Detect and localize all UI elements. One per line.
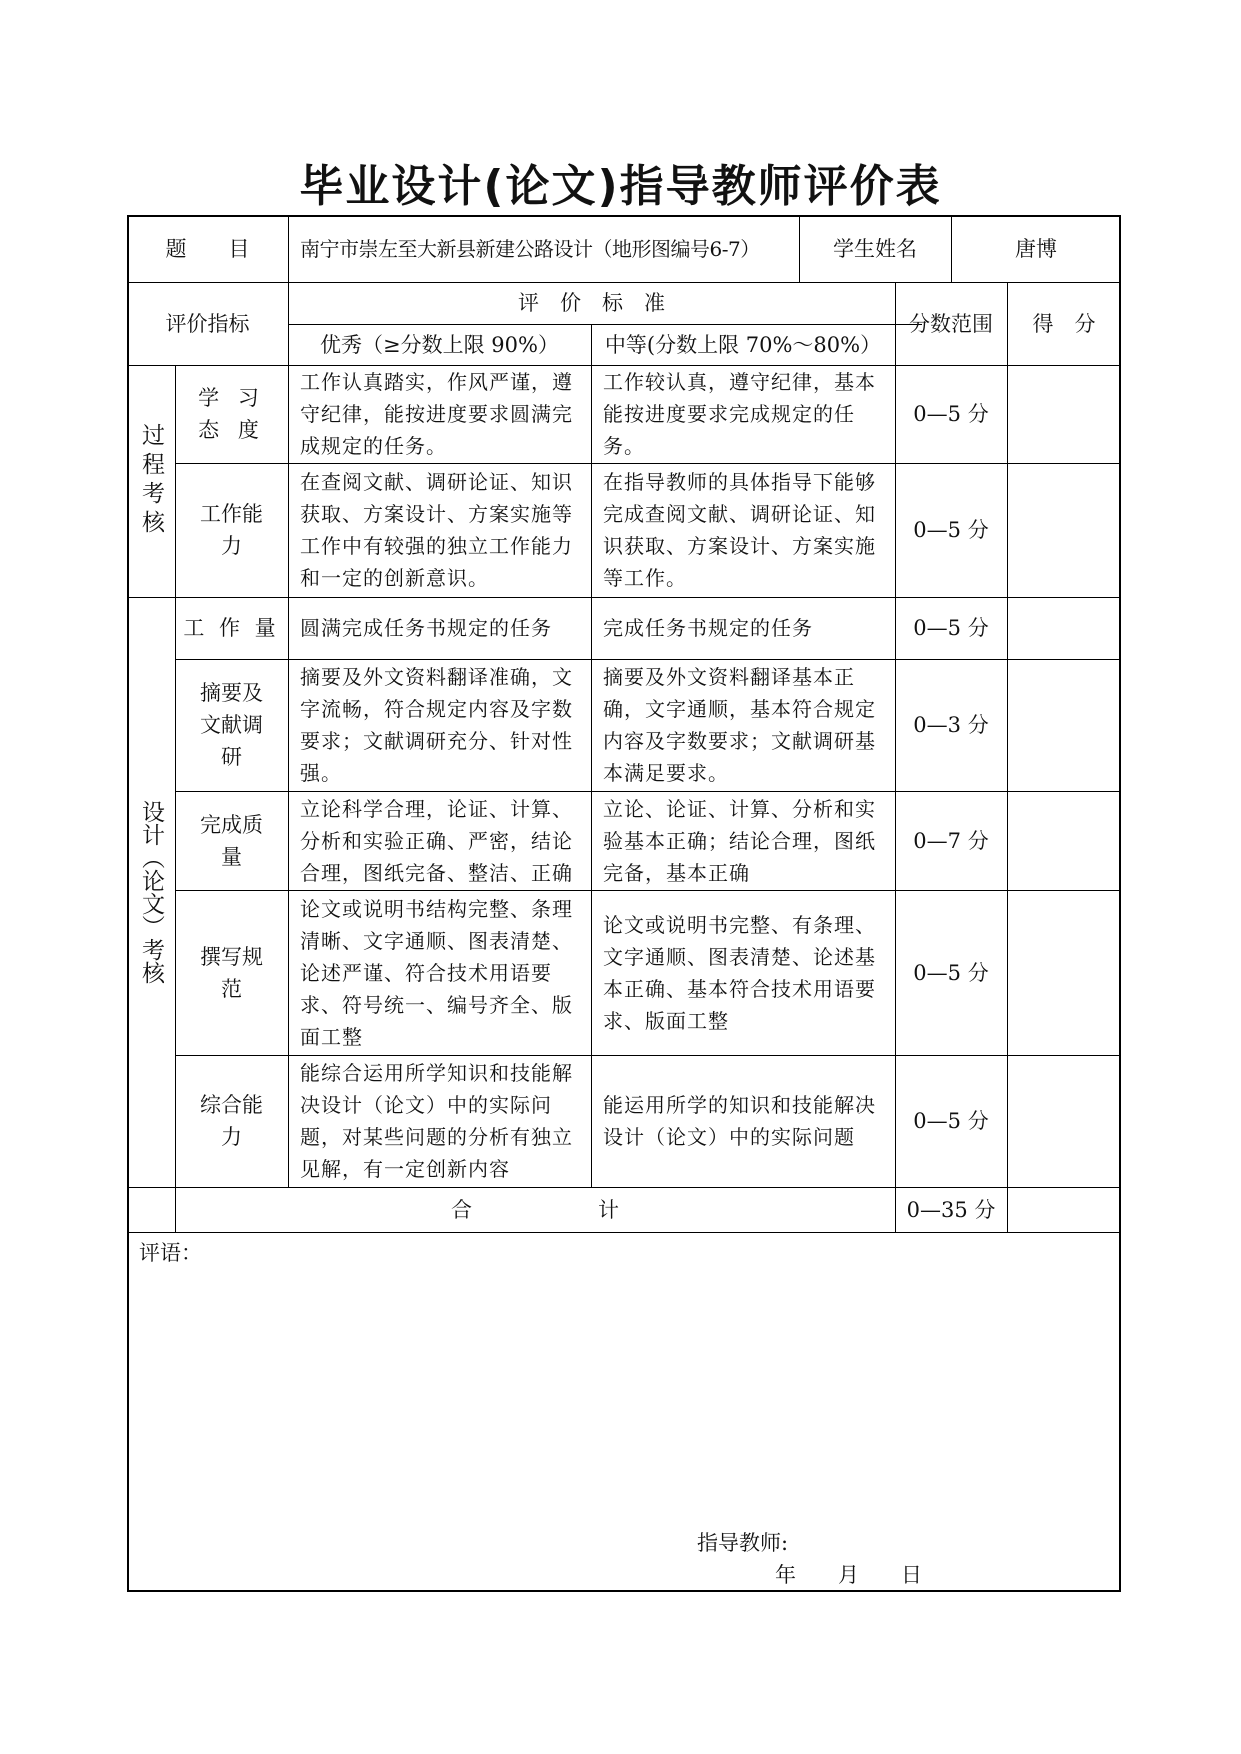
medium-criteria: 论文或说明书完整、有条理、文字通顺、图表清楚、论述基本正确、基本符合技术用语要求、版面工整: [603, 912, 876, 1033]
item-label: 综合能力: [200, 1093, 263, 1149]
excellent-criteria: 在查阅文献、调研论证、知识获取、方案设计、方案实施等工作中有较强的独立工作能力和一定的创新意识。: [300, 470, 573, 590]
group-label-design: 设计（论文）考核: [138, 800, 164, 984]
score-input[interactable]: [1007, 1055, 1121, 1187]
score-range: 0—5 分: [913, 518, 989, 542]
item-label: 撰写规范: [200, 944, 263, 1001]
page-title: 毕业设计(论文)指导教师评价表: [299, 161, 942, 212]
medium-criteria: 工作较认真，遵守纪律，基本能按进度要求完成规定的任务。: [603, 370, 876, 458]
item-label: 工 作 量: [183, 616, 280, 640]
item-label: 完成质量: [200, 812, 263, 869]
item-label: 摘要及文献调研: [200, 681, 263, 769]
score-range: 0—5 分: [913, 1109, 989, 1133]
score-input[interactable]: [1007, 463, 1121, 597]
score-range: 0—3 分: [913, 713, 989, 737]
medium-criteria: 摘要及外文资料翻译基本正确，文字通顺，基本符合规定内容及字数要求；文献调研基本满足要求。: [603, 665, 876, 785]
item-label: 学 习 态 度: [198, 386, 265, 442]
score-range: 0—5 分: [913, 402, 989, 426]
comments-label: 评语：: [139, 1241, 202, 1265]
score-range: 0—5 分: [913, 960, 989, 985]
excellent-criteria: 圆满完成任务书规定的任务: [300, 616, 552, 640]
evaluation-table: [127, 215, 1121, 1592]
student-name-label: 学生姓名: [833, 236, 917, 261]
item-label: 工作能力: [200, 502, 263, 558]
excellent-criteria: 工作认真踏实，作风严谨，遵守纪律，能按进度要求圆满完成规定的任务。: [300, 370, 573, 458]
medium-criteria: 在指导教师的具体指导下能够完成查阅文献、调研论证、知识获取、方案设计、方案实施等工作。: [603, 470, 876, 590]
score-input[interactable]: [1007, 365, 1121, 463]
excellent-criteria: 能综合运用所学知识和技能解决设计（论文）中的实际问题，对某些问题的分析有独立见解，有一定创新内容: [300, 1061, 573, 1181]
standard-header: 评 价 标 准: [518, 291, 665, 315]
date-label: 年 月 日: [775, 1563, 922, 1587]
score-input[interactable]: [1007, 659, 1121, 791]
comments-field[interactable]: [131, 1275, 1117, 1525]
medium-criteria: 完成任务书规定的任务: [603, 616, 813, 640]
score-header: 得 分: [1032, 311, 1096, 336]
medium-criteria: 立论、论证、计算、分析和实验基本正确；结论合理，图纸完备，基本正确: [603, 796, 876, 885]
medium-header: 中等(分数上限 70%～80%）: [604, 332, 882, 357]
total-range: 0—35 分: [906, 1197, 996, 1222]
score-input[interactable]: [1007, 890, 1121, 1055]
total-score[interactable]: [1007, 1187, 1121, 1232]
group-label-process: 过程考核: [138, 423, 164, 539]
total-label: 合 计: [451, 1197, 619, 1222]
excellent-criteria: 摘要及外文资料翻译准确，文字流畅，符合规定内容及字数要求；文献调研充分、针对性强。: [300, 665, 573, 785]
score-input[interactable]: [1007, 791, 1121, 890]
teacher-signature-label: 指导教师:: [697, 1531, 789, 1555]
score-input[interactable]: [1007, 597, 1121, 659]
topic-label: 题 目: [165, 236, 250, 261]
score-range: 0—5 分: [913, 616, 989, 640]
score-range: 0—7 分: [913, 828, 989, 853]
topic-value: 南宁市崇左至大新县新建公路设计（地形图编号6-7）: [300, 236, 760, 261]
excellent-criteria: 论文或说明书结构完整、条理清晰、文字通顺、图表清楚、论述严谨、符合技术用语要求、符号统一、编号齐全、版面工整: [300, 896, 573, 1049]
range-header: 分数范围: [909, 311, 993, 336]
medium-criteria: 能运用所学的知识和技能解决设计（论文）中的实际问题: [603, 1093, 876, 1149]
student-name-value: 唐博: [1015, 236, 1057, 261]
excellent-header: 优秀（≥分数上限 90%）: [320, 332, 559, 357]
indicator-header: 评价指标: [165, 311, 250, 336]
excellent-criteria: 立论科学合理，论证、计算、分析和实验正确、严密，结论合理，图纸完备、整洁、正确: [300, 796, 573, 885]
